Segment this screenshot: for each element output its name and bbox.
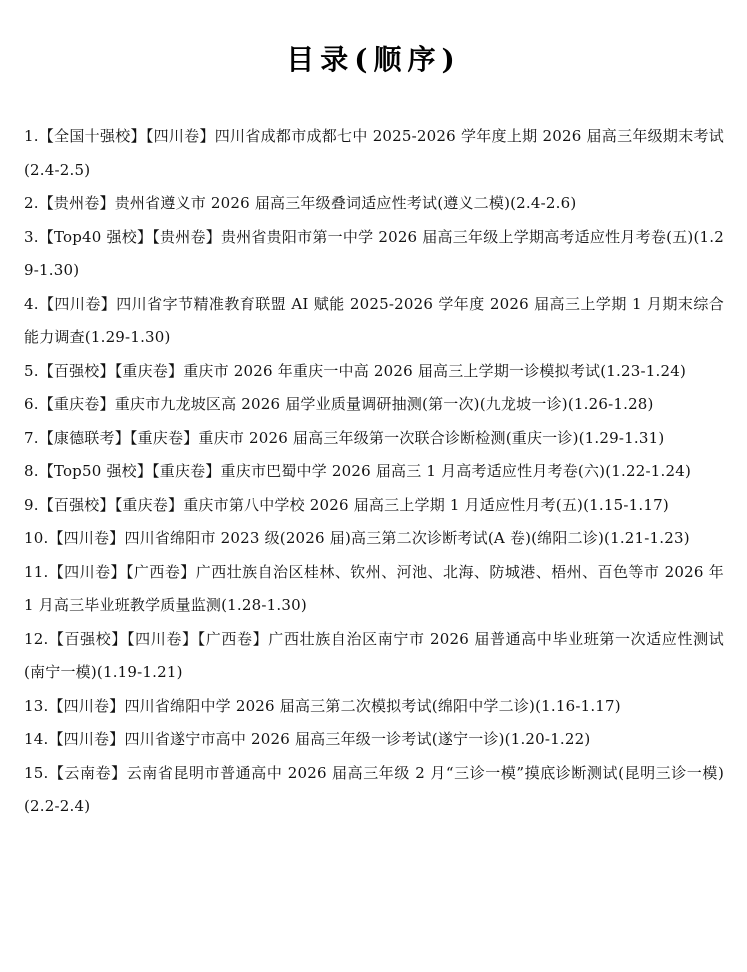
toc-item-text: 2.【贵州卷】贵州省遵义市 2026 届高三年级叠词适应性考试(遵义二模)(2.4-2.6) [24,194,577,212]
toc-item-text: 10.【四川卷】四川省绵阳市 2023 级(2026 届)高三第二次诊断考试(A 卷)(绵阳二诊)(1.21-1.23) [24,529,690,547]
toc-item-text: 9.【百强校】【重庆卷】重庆市第八中学校 2026 届高三上学期 1 月适应性月考(五)(1.15-1.17) [24,495,669,514]
toc-item-11 [24,556,724,623]
toc-item-text: 3.【Top40 强校】【贵州卷】贵州省贵阳市第一中学 2026 届高三年级上学期高考适应性月考卷(五)(1.29-1.30) [24,227,724,279]
table-of-contents [24,120,724,824]
toc-item-text: 1.【全国十强校】【四川卷】四川省成都市成都七中 2025-2026 学年度上期 2026 届高三年级期末考试(2.4-2.5) [24,127,724,179]
toc-item-10 [24,522,724,556]
toc-item-14 [24,723,724,757]
toc-item-13 [24,690,724,724]
toc-item-text: 11.【四川卷】【广西卷】广西壮族自治区桂林、钦州、河池、北海、防城港、梧州、百色等市 2026 年 1 月高三毕业班教学质量监测(1.28-1.30) [24,562,724,614]
toc-item-12 [24,623,724,690]
toc-item-4 [24,288,724,355]
toc-item-text: 4.【四川卷】四川省字节精准教育联盟 AI 赋能 2025-2026 学年度 2026 届高三上学期 1 月期末综合能力调查(1.29-1.30) [24,294,724,346]
toc-item-15 [24,757,724,824]
toc-item-text: 6.【重庆卷】重庆市九龙坡区高 2026 届学业质量调研抽测(第一次)(九龙坡一诊)(1.26-1.28) [24,395,654,413]
toc-item-6 [24,388,724,422]
toc-item-5 [24,355,724,389]
toc-item-text: 7.【康德联考】【重庆卷】重庆市 2026 届高三年级第一次联合诊断检测(重庆一诊)(1.29-1.31) [24,428,665,447]
toc-item-text: 15.【云南卷】云南省昆明市普通高中 2026 届高三年级 2 月“三诊一模”摸底诊断测试(昆明三诊一模)(2.2-2.4) [24,763,724,815]
toc-item-text: 13.【四川卷】四川省绵阳中学 2026 届高三第二次模拟考试(绵阳中学二诊)(1.16-1.17) [24,696,621,715]
toc-item-9 [24,489,724,523]
toc-item-text: 14.【四川卷】四川省遂宁市高中 2026 届高三年级一诊考试(遂宁一诊)(1.20-1.22) [24,730,591,748]
toc-item-7 [24,422,724,456]
toc-item-text: 5.【百强校】【重庆卷】重庆市 2026 年重庆一中高 2026 届高三上学期一诊模拟考试(1.23-1.24) [24,361,687,380]
toc-item-text: 12.【百强校】【四川卷】【广西卷】广西壮族自治区南宁市 2026 届普通高中毕业班第一次适应性测试(南宁一模)(1.19-1.21) [24,629,724,681]
toc-item-2 [24,187,724,221]
toc-item-8 [24,455,724,489]
toc-item-text: 8.【Top50 强校】【重庆卷】重庆市巴蜀中学 2026 届高三 1 月高考适应性月考卷(六)(1.22-1.24) [24,462,692,480]
toc-item-3 [24,221,724,288]
page-title: 目录(顺序) [286,43,461,76]
toc-item-1 [24,120,724,187]
